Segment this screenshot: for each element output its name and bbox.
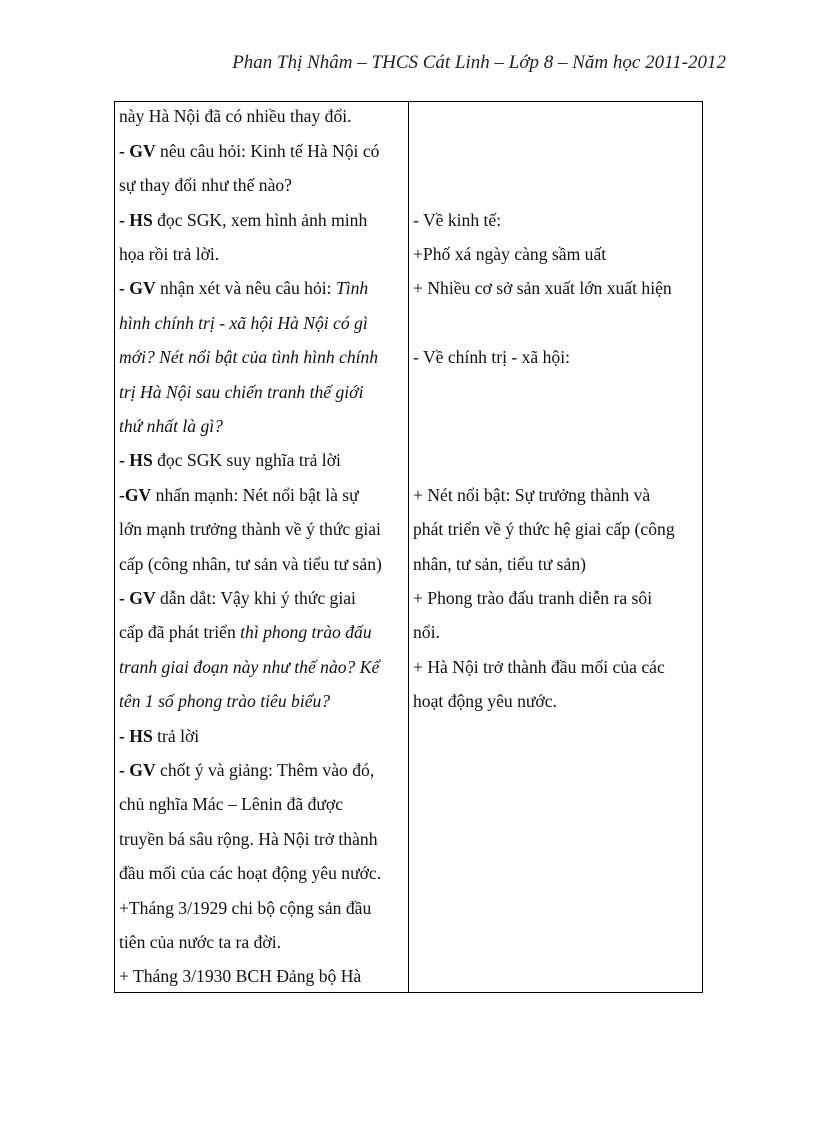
left-line-6: hình chính trị - xã hội Hà Nội có gì <box>119 313 368 333</box>
right-line-7: + Phong trào đấu tranh diễn ra sôi <box>413 588 653 608</box>
right-line-6: nhân, tư sản, tiểu tư sản) <box>413 554 586 574</box>
right-line-1: +Phố xá ngày càng sầm uất <box>413 244 607 264</box>
left-line-3: - HS đọc SGK, xem hình ảnh minh <box>119 210 368 230</box>
left-line-18: - HS trả lời <box>119 726 200 746</box>
column-divider <box>408 102 409 992</box>
left-line-11: -GV nhấn mạnh: Nét nổi bật là sự <box>119 485 359 505</box>
left-line-1: - GV nêu câu hỏi: Kinh tế Hà Nội có <box>119 141 380 161</box>
right-line-5: phát triển về ý thức hệ giai cấp (công <box>413 519 675 539</box>
page-header: Phan Thị Nhâm – THCS Cát Linh – Lớp 8 – Năm học 2011-2012 <box>232 52 726 73</box>
right-line-2: + Nhiều cơ sở sản xuất lớn xuất hiện <box>413 278 672 298</box>
left-line-0: này Hà Nội đã có nhiều thay đổi. <box>119 106 352 126</box>
right-line-0: - Về kinh tế: <box>413 210 502 230</box>
left-line-8: trị Hà Nội sau chiến tranh thế giới <box>119 382 364 402</box>
left-line-19: - GV chốt ý và giảng: Thêm vào đó, <box>119 760 375 780</box>
right-line-3: - Về chính trị - xã hội: <box>413 347 571 367</box>
left-line-12: lớn mạnh trưởng thành về ý thức giai <box>119 519 381 539</box>
left-line-9: thứ nhất là gì? <box>119 416 223 436</box>
left-line-10: - HS đọc SGK suy nghĩa trả lời <box>119 450 341 470</box>
right-line-8: nổi. <box>413 622 440 642</box>
left-line-15: cấp đã phát triển thì phong trào đấu <box>119 622 372 642</box>
left-line-24: tiên của nước ta ra đời. <box>119 932 281 952</box>
left-line-13: cấp (công nhân, tư sản và tiểu tư sản) <box>119 554 382 574</box>
left-line-2: sự thay đổi như thế nào? <box>119 175 292 195</box>
left-line-14: - GV dẫn dắt: Vậy khi ý thức giai <box>119 588 356 608</box>
left-line-22: đầu mối của các hoạt động yêu nước. <box>119 863 382 883</box>
lesson-table <box>114 101 703 993</box>
left-line-20: chủ nghĩa Mác – Lênin đã được <box>119 794 344 814</box>
right-line-9: + Hà Nội trở thành đầu mối của các <box>413 657 665 677</box>
left-line-25: + Tháng 3/1930 BCH Đảng bộ Hà <box>119 966 362 986</box>
left-line-23: +Tháng 3/1929 chi bộ cộng sản đầu <box>119 898 372 918</box>
left-line-4: họa rồi trả lời. <box>119 244 220 264</box>
left-line-21: truyền bá sâu rộng. Hà Nội trở thành <box>119 829 378 849</box>
right-line-4: + Nét nổi bật: Sự trưởng thành và <box>413 485 651 505</box>
left-line-17: tên 1 số phong trào tiêu biểu? <box>119 691 331 711</box>
right-line-10: hoạt động yêu nước. <box>413 691 557 711</box>
left-line-5: - GV nhận xét và nêu câu hỏi: Tình <box>119 278 369 298</box>
left-line-7: mới? Nét nổi bật của tình hình chính <box>119 347 379 367</box>
left-line-16: tranh giai đoạn này như thế nào? Kể <box>119 657 380 677</box>
